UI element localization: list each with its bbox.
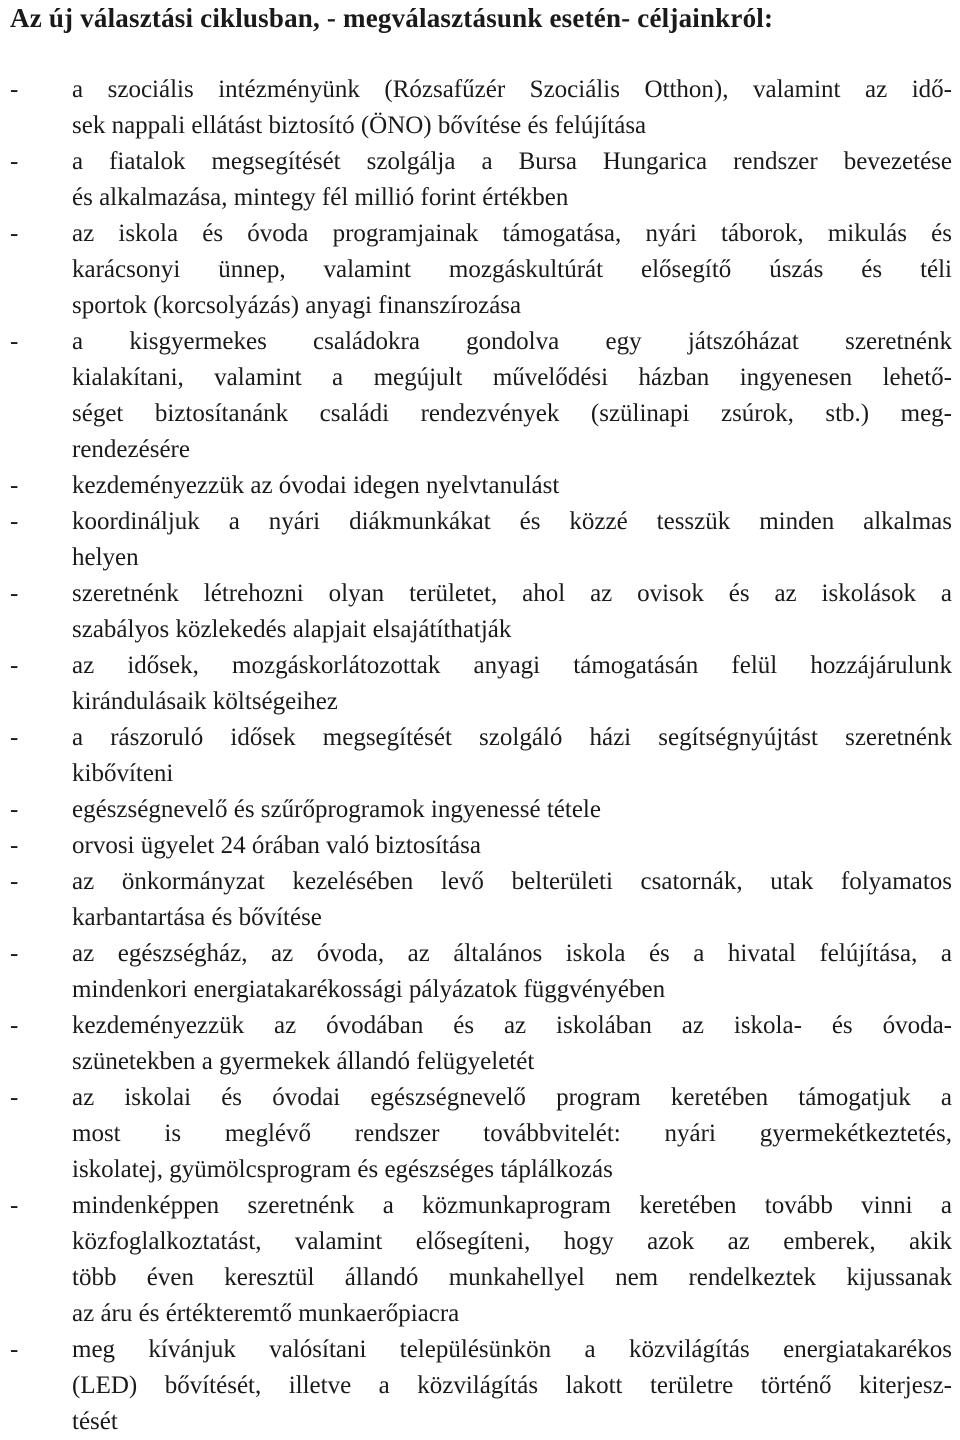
list-item	[10, 576, 952, 648]
list-item-line: mindenkori energiatakarékossági pályázatok függvényében	[72, 976, 666, 1003]
list-item-line: rendezésére	[72, 436, 190, 463]
list-item	[10, 144, 952, 216]
list-bullet: -	[10, 580, 19, 607]
list-bullet: -	[10, 1012, 19, 1039]
list-item	[10, 1332, 952, 1440]
list-item-line: az önkormányzat kezelésében levő belterületi csatornák, utak folyamatos	[72, 868, 952, 895]
list-item-line: mindenképpen szeretnénk a közmunkaprogram keretében tovább vinni a	[72, 1192, 952, 1219]
list-item-line: sportok (korcsolyázás) anyagi finanszírozása	[72, 292, 522, 319]
list-item-line: most is meglévő rendszer továbbvitelét: nyári gyermekétkeztetés,	[72, 1120, 952, 1147]
list-item	[10, 1008, 952, 1080]
list-item-line: kibővíteni	[72, 760, 174, 787]
list-item	[10, 468, 952, 504]
list-bullet: -	[10, 148, 19, 175]
list-item-line: a rászoruló idősek megsegítését szolgáló házi segítségnyújtást szeretnénk	[72, 724, 952, 751]
list-item-line: több éven keresztül állandó munkahellyel nem rendelkeztek kijussanak	[72, 1264, 952, 1291]
list-item-line: meg kívánjuk valósítani településünkön a közvilágítás energiatakarékos	[72, 1336, 952, 1363]
list-bullet: -	[10, 868, 19, 895]
list-bullet: -	[10, 1336, 19, 1363]
list-item	[10, 216, 952, 324]
list-bullet: -	[10, 796, 19, 823]
list-item-line: iskolatej, gyümölcsprogram és egészséges táplálkozás	[72, 1156, 613, 1183]
list-item-line: egészségnevelő és szűrőprogramok ingyenessé tétele	[72, 796, 601, 823]
list-item	[10, 720, 952, 792]
list-item	[10, 324, 952, 468]
list-bullet: -	[10, 508, 19, 535]
list-item-line: szabályos közlekedés alapjait elsajátíthatják	[72, 616, 512, 643]
list-item-line: az idősek, mozgáskorlátozottak anyagi támogatásán felül hozzájárulunk	[72, 652, 952, 679]
list-item-line: közfoglalkoztatást, valamint elősegíteni, hogy azok az emberek, akik	[72, 1228, 952, 1255]
list-item-line: orvosi ügyelet 24 órában való biztosítása	[72, 832, 481, 859]
list-item	[10, 792, 952, 828]
list-item	[10, 1080, 952, 1188]
list-item-line: a szociális intézményünk (Rózsafűzér Szociális Otthon), valamint az idő-	[72, 76, 952, 103]
list-item	[10, 828, 952, 864]
list-item	[10, 648, 952, 720]
list-item-line: szünetekben a gyermekek állandó felügyeletét	[72, 1048, 535, 1075]
list-item	[10, 1188, 952, 1332]
list-bullet: -	[10, 328, 19, 355]
list-item-line: kirándulásaik költségeihez	[72, 688, 338, 715]
list-bullet: -	[10, 1192, 19, 1219]
list-item	[10, 72, 952, 144]
list-item-line: sek nappali ellátást biztosító (ÖNO) bővítése és felújítása	[72, 112, 647, 139]
list-item-line: és alkalmazása, mintegy fél millió forint értékben	[72, 184, 569, 211]
list-item-line: helyen	[72, 544, 139, 571]
list-item-line: kezdeményezzük az óvodai idegen nyelvtanulást	[72, 472, 560, 499]
list-item-line: az iskola és óvoda programjainak támogatása, nyári táborok, mikulás és	[72, 220, 952, 247]
list-item-line: kezdeményezzük az óvodában és az iskolában az iskola- és óvoda-	[72, 1012, 952, 1039]
page-title: Az új választási ciklusban, - megválasztásunk esetén- céljainkról:	[10, 3, 774, 33]
list-item	[10, 936, 952, 1008]
list-bullet: -	[10, 724, 19, 751]
list-item-line: az egészségház, az óvoda, az általános iskola és a hivatal felújítása, a	[72, 940, 952, 967]
list-item-line: az iskolai és óvodai egészségnevelő program keretében támogatjuk a	[72, 1084, 952, 1111]
list-item-line: karácsonyi ünnep, valamint mozgáskultúrát elősegítő úszás és téli	[72, 256, 952, 283]
list-item-line: kialakítani, valamint a megújult művelődési házban ingyenesen lehető-	[72, 364, 952, 391]
goal-list	[10, 72, 952, 1440]
list-item-line: a fiatalok megsegítését szolgálja a Bursa Hungarica rendszer bevezetése	[72, 148, 952, 175]
list-bullet: -	[10, 220, 19, 247]
list-bullet: -	[10, 940, 19, 967]
list-bullet: -	[10, 652, 19, 679]
list-item-line: a kisgyermekes családokra gondolva egy játszóházat szeretnénk	[72, 328, 952, 355]
list-item-line: tését	[72, 1408, 118, 1435]
list-item-line: az áru és értékteremtő munkaerőpiacra	[72, 1300, 460, 1327]
list-bullet: -	[10, 1084, 19, 1111]
list-bullet: -	[10, 832, 19, 859]
list-item	[10, 864, 952, 936]
list-item-line: karbantartása és bővítése	[72, 904, 322, 931]
list-bullet: -	[10, 76, 19, 103]
list-item-line: (LED) bővítését, illetve a közvilágítás lakott területre történő kiterjesz-	[72, 1372, 952, 1399]
list-item-line: séget biztosítanánk családi rendezvények (szülinapi zsúrok, stb.) meg-	[72, 400, 952, 427]
list-item-line: koordináljuk a nyári diákmunkákat és közzé tesszük minden alkalmas	[72, 508, 952, 535]
list-item	[10, 504, 952, 576]
list-bullet: -	[10, 472, 19, 499]
list-item-line: szeretnénk létrehozni olyan területet, ahol az ovisok és az iskolások a	[72, 580, 952, 607]
